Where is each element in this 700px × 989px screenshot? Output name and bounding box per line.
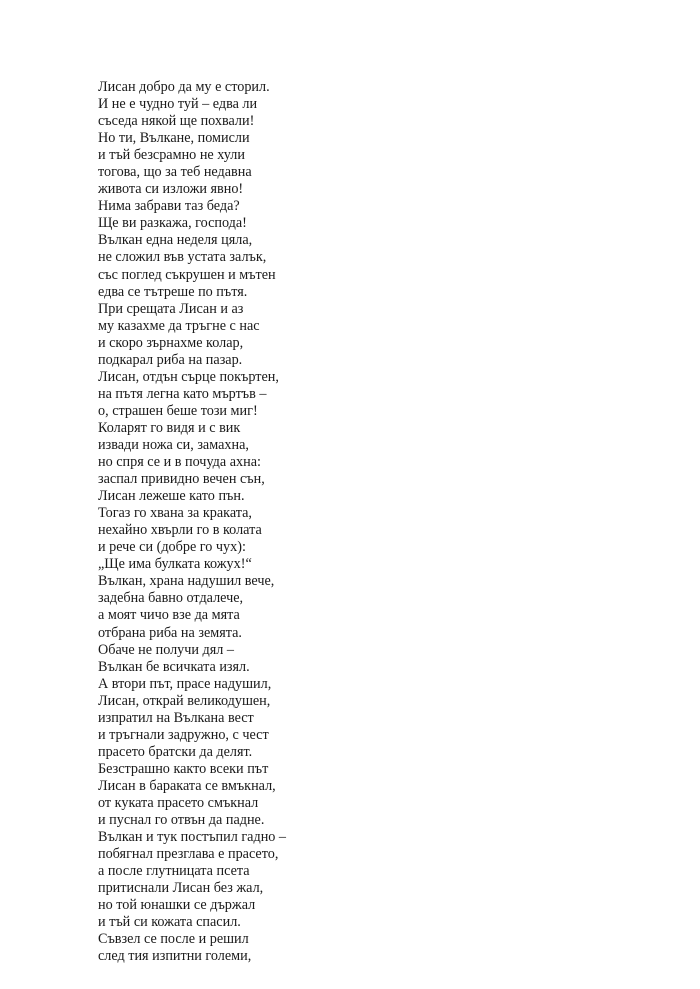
poem-line: „Ще има булката кожух!“ (98, 556, 252, 573)
poem-line: подкарал риба на пазар. (98, 351, 243, 368)
poem-line: Обаче не получи дял – (98, 641, 235, 658)
poem-line: Лисан лежеше като пън. (98, 488, 245, 505)
poem-line: При срещата Лисан и аз (98, 300, 244, 317)
poem-line: извади ножа си, замахна, (98, 436, 249, 453)
poem-line: и тъй безсрамно не хули (98, 147, 245, 164)
poem-line: И не е чудно туй – едва ли (98, 96, 258, 113)
poem-line: живота си изложи явно! (98, 181, 244, 198)
poem-line: Вълкан бе всичката изял. (98, 658, 250, 675)
poem-line: Нима забрави таз беда? (98, 198, 240, 215)
poem-line: Лисан, открай великодушен, (98, 692, 271, 709)
poem-line: след тия изпитни големи, (98, 948, 252, 965)
poem-line: Съвзел се после и решил (98, 931, 249, 948)
poem-line: Безстрашно както всеки път (98, 760, 269, 777)
poem-line: а после глутницата псета (98, 863, 250, 880)
poem-line: изпратил на Вълкана вест (98, 709, 254, 726)
poem-line: Но ти, Вълкане, помисли (98, 130, 250, 147)
poem-line: и пуснал го отвън да падне. (98, 812, 265, 829)
poem-text (98, 79, 286, 965)
poem-line: не сложил във устата залък, (98, 249, 267, 266)
poem-line: със поглед съкрушен и мътен (98, 266, 276, 283)
poem-line: А втори път, прасе надушил, (98, 675, 272, 692)
poem-line: а моят чичо взе да мята (98, 607, 240, 624)
poem-line: но спря се и в почуда ахна: (98, 454, 261, 471)
poem-line: и тъй си кожата спасил. (98, 914, 241, 931)
poem-line: отбрана риба на земята. (98, 624, 242, 641)
poem-line: заспал привидно вечен сън, (98, 471, 265, 488)
poem-line: но той юнашки се държал (98, 897, 256, 914)
poem-line: Лисан добро да му е сторил. (98, 79, 270, 95)
poem-line: Вълкан една неделя цяла, (98, 232, 253, 249)
poem-line: Тогаз го хвана за краката, (98, 505, 252, 522)
poem-line: и скоро зърнахме колар, (98, 334, 244, 351)
poem-line: съседа някой ще похвали! (98, 113, 255, 130)
poem-line: Вълкан и тук постъпил гадно – (98, 829, 287, 846)
poem-line: нехайно хвърли го в колата (98, 522, 262, 539)
poem-line: Коларят го видя и с вик (98, 419, 241, 436)
poem-line: тогова, що за теб недавна (98, 164, 252, 181)
poem-line: Лисан в бараката се вмъкнал, (98, 777, 276, 794)
poem-line: на пътя легна като мъртъв – (98, 385, 267, 402)
poem-line: прасето братски да делят. (98, 743, 253, 760)
poem-line: Вълкан, храна надушил вече, (98, 573, 275, 590)
poem-line: и тръгнали задружно, с чест (98, 726, 269, 743)
poem-line: и рече си (добре го чух): (98, 539, 246, 556)
poem-line: му казахме да тръгне с нас (98, 317, 260, 334)
poem-line: Ще ви разкажа, господа! (98, 215, 247, 232)
poem-line: побягнал презглава е прасето, (98, 846, 279, 863)
poem-line: едва се тътреше по пътя. (98, 283, 248, 300)
poem-line: задебна бавно отдалече, (98, 590, 244, 607)
poem-line: притиснали Лисан без жал, (98, 880, 264, 897)
poem-line: от куката прасето смъкнал (98, 794, 259, 811)
poem-line: Лисан, отдън сърце покъртен, (98, 368, 279, 385)
poem-line: о, страшен беше този миг! (98, 402, 258, 419)
